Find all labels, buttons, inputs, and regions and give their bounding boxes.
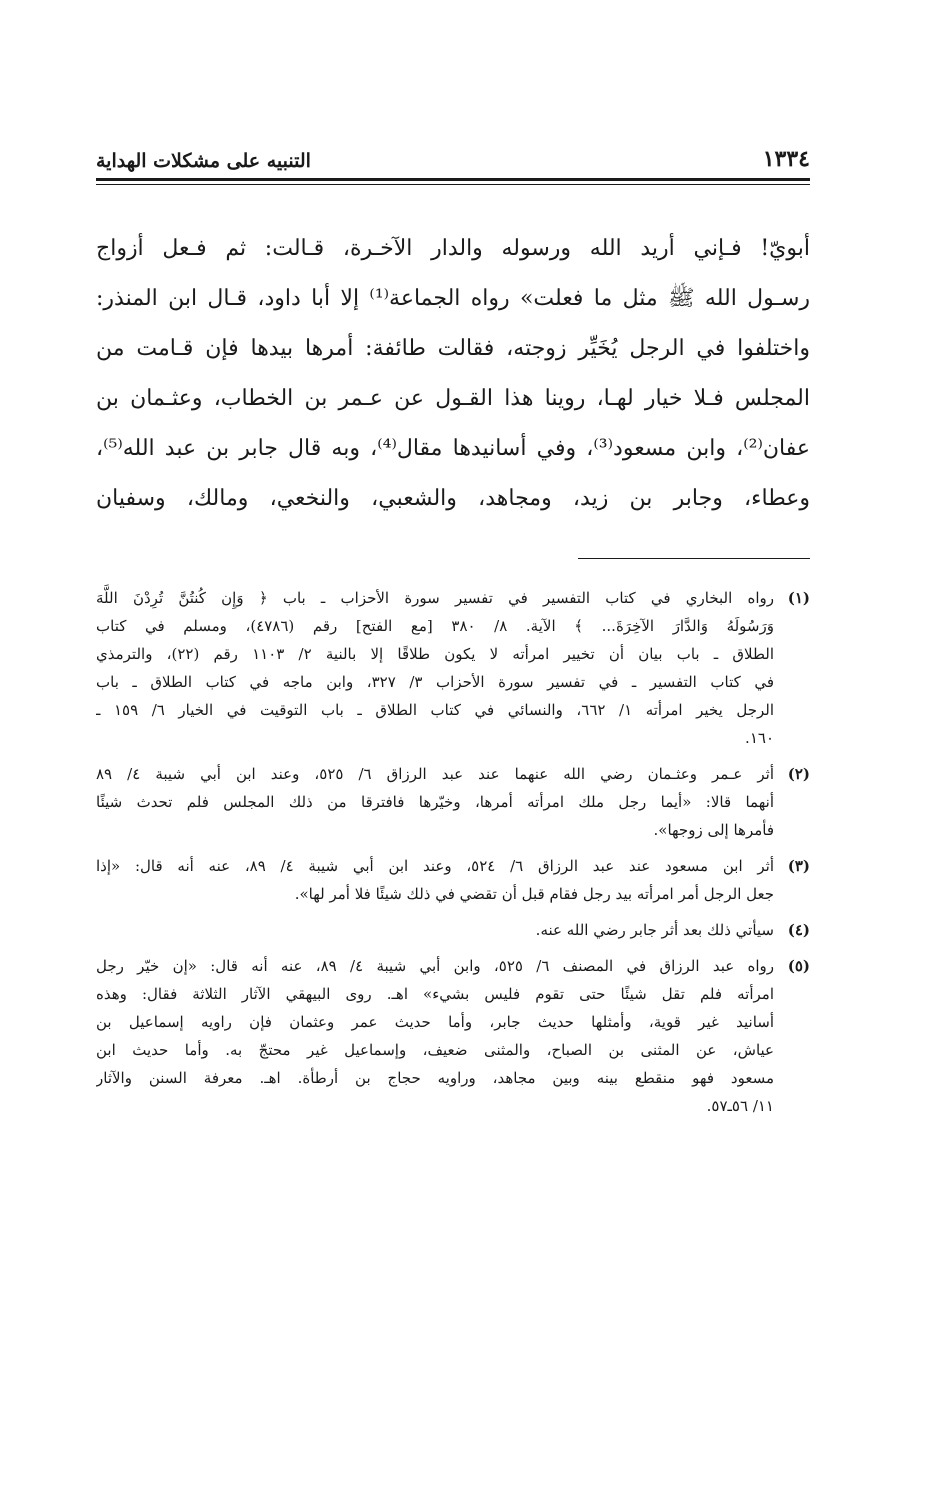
header-rule-thin	[96, 184, 810, 185]
main-text-line: وعطاء، وجابر بن زيد، ومجاهد، والشعبي، والنخعي، ومالك، وسفيان	[96, 486, 810, 511]
footnote-line: مسعود فهو منقطع بينه وبين مجاهد، وراويه حجاج بن أرطأة. اهـ. معرفة السنن والآثار	[96, 1069, 774, 1087]
footnote-divider	[578, 558, 810, 559]
footnote-number: (٢)	[787, 765, 810, 783]
footnote-line: سيأتي ذلك بعد أثر جابر رضي الله عنه.	[535, 921, 774, 939]
main-text	[96, 224, 810, 524]
footnote-number: (٥)	[787, 957, 810, 975]
footnote-body	[96, 760, 774, 844]
footnote-line: أثر ابن مسعود عند عبد الرزاق ٦/ ٥٢٤، وعند ابن أبي شيبة ٤/ ٨٩، عنه أنه قال: «إذا	[96, 857, 774, 875]
footnote-line: الرجل يخير امرأته ١/ ٦٦٢، والنسائي في كتاب الطلاق ـ باب التوقيت في الخيار ٦/ ١٥٩ ـ	[96, 701, 774, 719]
footnote-body	[96, 916, 774, 944]
footnote-line: رواه البخاري في كتاب التفسير في تفسير سورة الأحزاب ـ باب ﴿ وَإِن كُنتُنَّ تُرِدْنَ اللَّهَ	[96, 589, 774, 607]
footnote-line: ١١/ ٥٦ـ٥٧.	[706, 1097, 774, 1115]
footnote-body	[96, 952, 774, 1120]
footnote-line: فأمرها إلى زوجها».	[653, 821, 774, 839]
main-text-line: رسـول الله ﷺ مثل ما فعلت» رواه الجماعة⁽¹⁾ إلا أبا داود، قـال ابن المنذر:	[96, 286, 810, 311]
footnotes	[96, 584, 810, 1128]
main-text-line: عفان⁽²⁾، وابن مسعود⁽³⁾، وفي أسانيدها مقال⁽⁴⁾، وبه قال جابر بن عبد الله⁽⁵⁾،	[96, 436, 810, 461]
page-number: ١٣٣٤	[762, 146, 810, 172]
footnote-line: أنهما قالا: «أيما رجل ملك امرأته أمرها، وخيّرها فافترقا من ذلك المجلس فلم تحدث شيئًا	[96, 793, 774, 811]
book-page	[96, 0, 810, 1489]
footnote	[96, 916, 810, 944]
footnote-line: وَرَسُولَهُ وَالدَّارَ الآخِرَةَ... ﴾ الآية. ٨/ ٣٨٠ [مع الفتح] رقم (٤٧٨٦)، ومسلم في كتاب	[96, 617, 774, 635]
footnote-line: في كتاب التفسير ـ في تفسير سورة الأحزاب ٣/ ٣٢٧، وابن ماجه في كتاب الطلاق ـ باب	[96, 673, 774, 691]
main-text-line: أبويّ! فـإني أريد الله ورسوله والدار الآخـرة، قـالت: ثم فـعل أزواج	[96, 236, 810, 261]
book-title: التنبيه على مشكلات الهداية	[96, 150, 311, 172]
main-text-line: المجلس فـلا خيار لهـا، روينا هذا القـول عن عـمر بن الخطاب، وعثـمان بن	[96, 386, 810, 411]
footnote	[96, 952, 810, 1120]
footnote-body	[96, 584, 774, 752]
footnote-number: (٣)	[787, 857, 810, 875]
footnote	[96, 584, 810, 752]
footnote-line: أسانيد غير قوية، وأمثلها حديث جابر، وأما حديث عمر وعثمان فإن راويه إسماعيل بن	[96, 1013, 774, 1031]
footnote-line: ١٦٠.	[745, 729, 774, 747]
footnote	[96, 852, 810, 908]
footnote-line: الطلاق ـ باب بيان أن تخيير امرأته لا يكون طلاقًا إلا بالنية ٢/ ١١٠٣ رقم (٢٢)، والترمذي	[96, 645, 774, 663]
footnote-number: (٤)	[787, 921, 810, 939]
footnote-line: امرأته فلم تقل شيئًا حتى تقوم فليس بشيء» اهـ. روى البيهقي الآثار الثلاثة فقال: وهذه	[96, 985, 774, 1003]
running-header	[96, 138, 810, 172]
footnote-body	[96, 852, 774, 908]
footnote-line: عياش، عن المثنى بن الصباح، والمثنى ضعيف، وإسماعيل غير محتجّ به. وأما حديث ابن	[96, 1041, 774, 1059]
footnote-line: جعل الرجل أمر امرأته بيد رجل فقام قبل أن تقضي في ذلك شيئًا فلا أمر لها».	[294, 885, 774, 903]
footnote	[96, 760, 810, 844]
header-rule-thick	[96, 178, 810, 181]
footnote-line: رواه عبد الرزاق في المصنف ٦/ ٥٢٥، وابن أبي شيبة ٤/ ٨٩، عنه أنه قال: «إن خيّر رجل	[96, 957, 774, 975]
footnote-line: أثر عـمر وعثـمان رضي الله عنهما عند عبد الرزاق ٦/ ٥٢٥، وعند ابن أبي شيبة ٤/ ٨٩	[96, 765, 774, 783]
footnote-number: (١)	[787, 589, 810, 607]
main-text-line: واختلفوا في الرجل يُخَيِّر زوجته، فقالت طائفة: أمرها بيدها فإن قـامت من	[96, 336, 810, 361]
